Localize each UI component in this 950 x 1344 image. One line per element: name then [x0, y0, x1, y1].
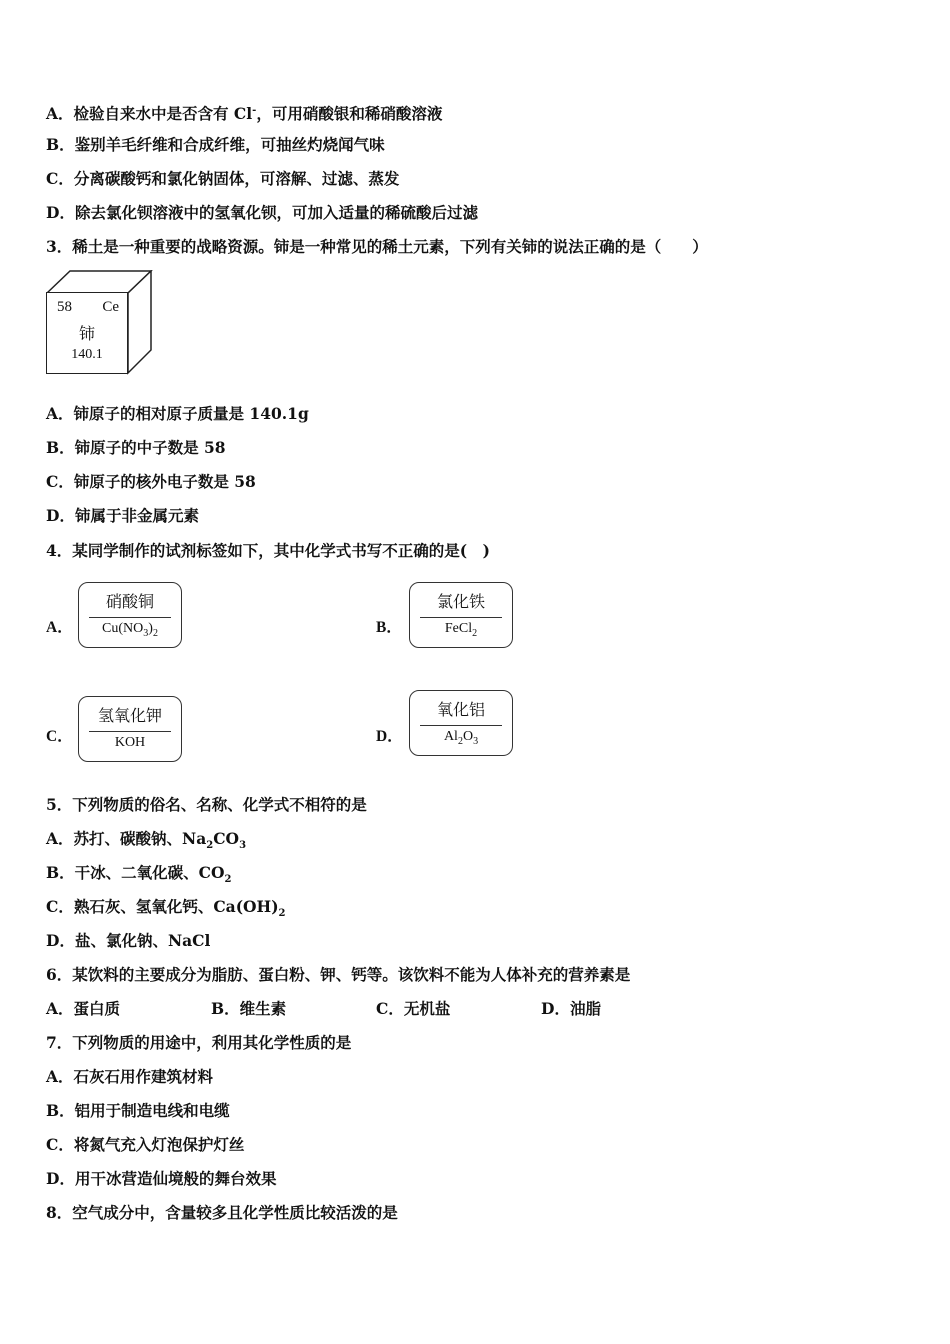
q2-option-a: A．检验自来水中是否含有 Cl-，可用硝酸银和稀硝酸溶液 [46, 104, 443, 124]
q6-option-c: C．无机盐 [376, 999, 451, 1018]
q5-option-d: D．盐、氯化钠、NaCl [46, 931, 211, 950]
atomic-mass: 140.1 [71, 347, 103, 362]
q6-option-d: D．油脂 [541, 999, 601, 1018]
reagent-name: 氧化铝 [436, 700, 485, 719]
atomic-number: 58 [57, 299, 72, 315]
reagent-formula: $Cu(NO_3)_2$ [102, 621, 158, 639]
q7-stem: 7．下列物质的用途中，利用其化学性质的是 [46, 1033, 352, 1052]
q4-option-d-letter: D． [376, 728, 403, 745]
q5-option-b: B．干冰、二氧化碳、$CO_2$ [46, 863, 232, 886]
q5-stem: 5．下列物质的俗名、名称、化学式不相符的是 [46, 795, 367, 814]
q5-option-c: C．熟石灰、氢氧化钙、$Ca(OH)_2$ [46, 897, 286, 920]
q2-option-d: D．除去氯化钡溶液中的氢氧化钡，可加入适量的稀硫酸后过滤 [46, 203, 478, 222]
reagent-name: 氢氧化钾 [97, 706, 162, 725]
q3-option-a: A．铈原子的相对原子质量是 140.1g [46, 404, 309, 423]
q7-option-a: A．石灰石用作建筑材料 [46, 1067, 214, 1086]
q7-option-b: B．铝用于制造电线和电缆 [46, 1101, 230, 1120]
reagent-name: 氯化铁 [436, 592, 485, 611]
reagent-formula: $Al_2O_3$ [443, 729, 479, 747]
reagent-label-c [78, 696, 182, 762]
reagent-label-b [409, 582, 513, 648]
label-divider [89, 731, 171, 732]
label-divider [420, 617, 502, 618]
q6-stem: 6．某饮料的主要成分为脂肪、蛋白粉、钾、钙等。该饮料不能为人体补充的营养素是 [46, 965, 631, 984]
q6-option-a: A．蛋白质 [46, 999, 121, 1018]
q4-option-b-letter: B． [376, 619, 402, 636]
q7-option-c: C．将氮气充入灯泡保护灯丝 [46, 1135, 245, 1154]
element-name: 铈 [78, 324, 95, 343]
cube-front-face [46, 292, 128, 374]
q8-stem: 8．空气成分中，含量较多且化学性质比较活泼的是 [46, 1203, 398, 1222]
reagent-label-d [409, 690, 513, 756]
q5-option-a: A．苏打、碳酸钠、$Na_2CO_3$ [46, 829, 247, 852]
element-cube-figure [46, 270, 156, 378]
q3-option-b: B．铈原子的中子数是 58 [46, 438, 226, 457]
reagent-formula: KOH [114, 735, 146, 750]
q6-option-b: B．维生素 [211, 999, 287, 1018]
q2-option-c: C．分离碳酸钙和氯化钠固体，可溶解、过滤、蒸发 [46, 169, 400, 188]
reagent-label-a [78, 582, 182, 648]
reagent-formula: FeCl$_2$ [444, 621, 478, 639]
label-divider [420, 725, 502, 726]
q2-option-b: B．鉴别羊毛纤维和合成纤维，可抽丝灼烧闻气味 [46, 135, 385, 154]
q4-option-a-letter: A． [46, 619, 73, 636]
q3-option-d: D．铈属于非金属元素 [46, 506, 199, 525]
q3-option-c: C．铈原子的核外电子数是 58 [46, 472, 256, 491]
q7-option-d: D．用干冰营造仙境般的舞台效果 [46, 1169, 277, 1188]
element-symbol: Ce [102, 299, 119, 315]
q3-stem: 3．稀土是一种重要的战略资源。铈是一种常见的稀土元素，下列有关铈的说法正确的是（ ） [46, 237, 708, 256]
label-divider [89, 617, 171, 618]
q4-stem: 4．某同学制作的试剂标签如下，其中化学式书写不正确的是( ) [46, 541, 490, 560]
q4-option-c-letter: C． [46, 728, 73, 745]
reagent-name: 硝酸铜 [105, 592, 154, 611]
